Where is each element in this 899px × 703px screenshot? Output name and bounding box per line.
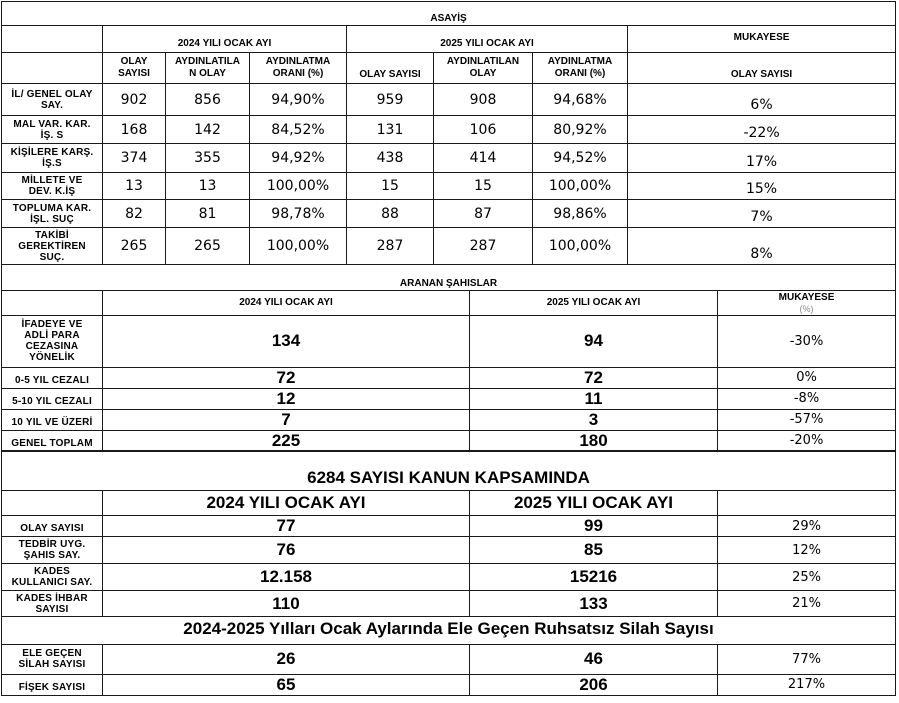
mukayese-cell: 77% xyxy=(718,644,896,674)
row-label: KİŞİLERE KARŞ. İŞ.S xyxy=(2,144,103,173)
mukayese-cell: 0% xyxy=(718,367,896,388)
oran-2024-cell: 100,00% xyxy=(250,228,347,265)
row-label: İFADEYE VE ADLİ PARA CEZASINA YÖNELİK xyxy=(2,315,103,367)
col-olay-sayisi-2025: OLAY SAYISI xyxy=(347,53,434,84)
aydinlatilan-2024-cell: 265 xyxy=(166,228,250,265)
table-row xyxy=(2,173,896,200)
value-2024-cell: 12 xyxy=(103,388,470,409)
silah-title: 2024-2025 Yılları Ocak Aylarında Ele Geçen Ruhsatsız Silah Sayısı xyxy=(2,616,896,644)
row-label: İL/ GENEL OLAY SAY. xyxy=(2,84,103,116)
value-2024-cell: 7 xyxy=(103,409,470,430)
value-2025-cell: 94 xyxy=(470,315,718,367)
table-row xyxy=(2,228,896,265)
oran-2024-cell: 94,90% xyxy=(250,84,347,116)
table-row xyxy=(2,144,896,173)
asayis-year-2024-header: 2024 YILI OCAK AYI xyxy=(103,26,347,53)
report-sheet xyxy=(1,1,895,696)
col-aydinlatilan-olay-2025: AYDINLATILAN OLAY xyxy=(434,53,533,84)
aydinlatilan-2024-cell: 13 xyxy=(166,173,250,200)
mukayese-cell: 29% xyxy=(718,516,896,537)
asayis-title: ASAYİŞ xyxy=(2,2,896,26)
value-2024-cell: 134 xyxy=(103,315,470,367)
mukayese-cell: 21% xyxy=(718,591,896,617)
value-2025-cell: 3 xyxy=(470,409,718,430)
oran-2025-cell: 80,92% xyxy=(533,116,628,144)
row-label: 0-5 YIL CEZALI xyxy=(2,367,103,388)
olay-2024-cell: 168 xyxy=(103,116,166,144)
table-row xyxy=(2,591,896,617)
row-label: 10 YIL VE ÜZERİ xyxy=(2,409,103,430)
mukayese-cell: -30% xyxy=(718,315,896,367)
oran-2025-cell: 94,52% xyxy=(533,144,628,173)
value-2025-cell: 180 xyxy=(470,430,718,451)
mukayese-cell: 17% xyxy=(628,144,896,173)
value-2024-cell: 12.158 xyxy=(103,564,470,591)
aydinlatilan-2025-cell: 106 xyxy=(434,116,533,144)
aydinlatilan-2024-cell: 81 xyxy=(166,200,250,228)
value-2025-cell: 133 xyxy=(470,591,718,617)
olay-2024-cell: 13 xyxy=(103,173,166,200)
olay-2025-cell: 438 xyxy=(347,144,434,173)
oran-2025-cell: 100,00% xyxy=(533,173,628,200)
empty-header-cell xyxy=(718,491,896,516)
value-2025-cell: 72 xyxy=(470,367,718,388)
mukayese-cell: -22% xyxy=(628,116,896,144)
row-label: MİLLETE VE DEV. K.İŞ xyxy=(2,173,103,200)
aydinlatilan-2024-cell: 355 xyxy=(166,144,250,173)
aydinlatilan-2025-cell: 287 xyxy=(434,228,533,265)
table-row xyxy=(2,409,896,430)
aydinlatilan-2025-cell: 15 xyxy=(434,173,533,200)
value-2024-cell: 77 xyxy=(103,516,470,537)
asayis-year-2025-header: 2025 YILI OCAK AYI xyxy=(347,26,628,53)
oran-2024-cell: 98,78% xyxy=(250,200,347,228)
col-aydinlatilan-olay-2024: AYDINLATILA N OLAY xyxy=(166,53,250,84)
oran-2024-cell: 94,92% xyxy=(250,144,347,173)
table-row xyxy=(2,116,896,144)
mukayese-cell: 217% xyxy=(718,674,896,695)
row-label: MAL VAR. KAR. İŞ. S xyxy=(2,116,103,144)
table-row xyxy=(2,564,896,591)
mukayese-cell: -20% xyxy=(718,430,896,451)
mukayese-cell: 6% xyxy=(628,84,896,116)
table-row xyxy=(2,516,896,537)
aydinlatilan-2025-cell: 908 xyxy=(434,84,533,116)
olay-2025-cell: 959 xyxy=(347,84,434,116)
empty-header-cell xyxy=(2,491,103,516)
mukayese-cell: 7% xyxy=(628,200,896,228)
value-2025-cell: 99 xyxy=(470,516,718,537)
aydinlatilan-2024-cell: 856 xyxy=(166,84,250,116)
asayis-comparison-header: MUKAYESE xyxy=(628,26,896,53)
value-2025-cell: 206 xyxy=(470,674,718,695)
row-label: OLAY SAYISI xyxy=(2,516,103,537)
value-2024-cell: 65 xyxy=(103,674,470,695)
asayis-table xyxy=(1,1,896,265)
kanun6284-table xyxy=(1,450,896,617)
value-2024-cell: 76 xyxy=(103,537,470,564)
row-label: TOPLUMA KAR. İŞL. SUÇ xyxy=(2,200,103,228)
table-row xyxy=(2,674,896,695)
value-2024-cell: 26 xyxy=(103,644,470,674)
row-label: KADES KULLANICI SAY. xyxy=(2,564,103,591)
mukayese-cell: 12% xyxy=(718,537,896,564)
value-2025-cell: 11 xyxy=(470,388,718,409)
col-aydinlatma-orani-2024: AYDINLATMA ORANI (%) xyxy=(250,53,347,84)
silah-table xyxy=(1,616,896,696)
olay-2024-cell: 82 xyxy=(103,200,166,228)
oran-2024-cell: 84,52% xyxy=(250,116,347,144)
table-row xyxy=(2,644,896,674)
aranan-title: ARANAN ŞAHISLAR xyxy=(2,264,896,290)
mukayese-cell: 15% xyxy=(628,173,896,200)
olay-2024-cell: 902 xyxy=(103,84,166,116)
empty-header-cell xyxy=(2,290,103,315)
aydinlatilan-2025-cell: 87 xyxy=(434,200,533,228)
value-2025-cell: 15216 xyxy=(470,564,718,591)
aydinlatilan-2024-cell: 142 xyxy=(166,116,250,144)
row-label: TEDBİR UYG. ŞAHIS SAY. xyxy=(2,537,103,564)
col-comparison-olay-sayisi: OLAY SAYISI xyxy=(628,53,896,84)
value-2024-cell: 225 xyxy=(103,430,470,451)
mukayese-cell: -8% xyxy=(718,388,896,409)
row-label: TAKİBİ GEREKTİREN SUÇ. xyxy=(2,228,103,265)
aranan-year-2025-header: 2025 YILI OCAK AYI xyxy=(470,290,718,315)
kanun6284-year-2025-header: 2025 YILI OCAK AYI xyxy=(470,491,718,516)
row-label: ELE GEÇEN SİLAH SAYISI xyxy=(2,644,103,674)
oran-2025-cell: 100,00% xyxy=(533,228,628,265)
olay-2025-cell: 88 xyxy=(347,200,434,228)
mukayese-cell: 8% xyxy=(628,228,896,265)
aydinlatilan-2025-cell: 414 xyxy=(434,144,533,173)
kanun6284-title: 6284 SAYISI KANUN KAPSAMINDA xyxy=(2,451,896,491)
row-label: GENEL TOPLAM xyxy=(2,430,103,451)
empty-subheader-cell xyxy=(2,53,103,84)
table-row xyxy=(2,315,896,367)
olay-2025-cell: 131 xyxy=(347,116,434,144)
col-aydinlatma-orani-2025: AYDINLATMA ORANI (%) xyxy=(533,53,628,84)
olay-2025-cell: 287 xyxy=(347,228,434,265)
row-label: 5-10 YIL CEZALI xyxy=(2,388,103,409)
oran-2025-cell: 98,86% xyxy=(533,200,628,228)
mukayese-cell: 25% xyxy=(718,564,896,591)
col-olay-sayisi-2024: OLAY SAYISI xyxy=(103,53,166,84)
olay-2025-cell: 15 xyxy=(347,173,434,200)
table-row xyxy=(2,430,896,451)
aranan-year-2024-header: 2024 YILI OCAK AYI xyxy=(103,290,470,315)
table-row xyxy=(2,537,896,564)
row-label: KADES İHBAR SAYISI xyxy=(2,591,103,617)
value-2025-cell: 46 xyxy=(470,644,718,674)
table-row xyxy=(2,200,896,228)
value-2024-cell: 72 xyxy=(103,367,470,388)
olay-2024-cell: 374 xyxy=(103,144,166,173)
oran-2025-cell: 94,68% xyxy=(533,84,628,116)
table-row xyxy=(2,388,896,409)
kanun6284-year-2024-header: 2024 YILI OCAK AYI xyxy=(103,491,470,516)
table-row xyxy=(2,84,896,116)
empty-header-cell xyxy=(2,26,103,53)
aranan-comparison-header: MUKAYESE (%) xyxy=(718,290,896,315)
table-row xyxy=(2,367,896,388)
value-2025-cell: 85 xyxy=(470,537,718,564)
value-2024-cell: 110 xyxy=(103,591,470,617)
row-label: FİŞEK SAYISI xyxy=(2,674,103,695)
olay-2024-cell: 265 xyxy=(103,228,166,265)
aranan-table xyxy=(1,264,896,452)
mukayese-cell: -57% xyxy=(718,409,896,430)
oran-2024-cell: 100,00% xyxy=(250,173,347,200)
